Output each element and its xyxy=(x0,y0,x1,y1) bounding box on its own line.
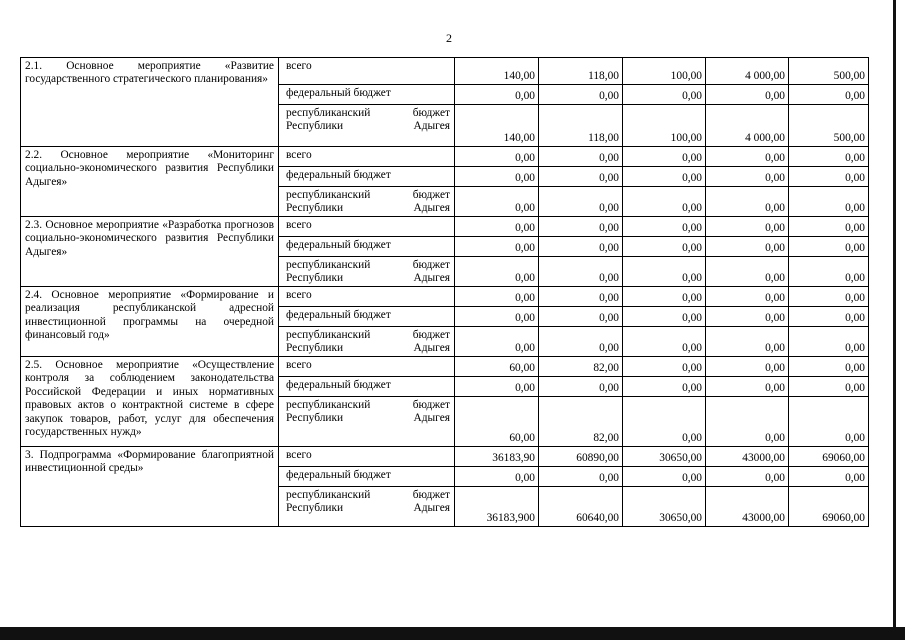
amount-cell: 0,00 xyxy=(455,217,539,237)
amount-cell: 0,00 xyxy=(623,287,706,307)
amount-cell: 69060,00 xyxy=(789,447,869,467)
amount-cell: 0,00 xyxy=(706,327,789,357)
funding-source: федеральный бюджет xyxy=(279,85,455,105)
amount-cell: 140,00 xyxy=(455,105,539,147)
amount-cell: 36183,90 xyxy=(455,447,539,467)
amount-cell: 0,00 xyxy=(789,237,869,257)
amount-cell: 0,00 xyxy=(623,167,706,187)
funding-source: федеральный бюджет xyxy=(279,377,455,397)
amount-cell: 0,00 xyxy=(455,85,539,105)
amount-cell: 0,00 xyxy=(706,237,789,257)
amount-cell: 0,00 xyxy=(539,287,623,307)
table-row xyxy=(21,147,869,167)
funding-table xyxy=(20,57,869,527)
funding-source: всего xyxy=(279,287,455,307)
amount-cell: 0,00 xyxy=(539,257,623,287)
funding-source: республиканский бюджет Республики Адыгея xyxy=(279,487,455,527)
amount-cell: 0,00 xyxy=(539,467,623,487)
amount-cell: 100,00 xyxy=(623,58,706,85)
amount-cell: 0,00 xyxy=(706,217,789,237)
amount-cell: 82,00 xyxy=(539,357,623,377)
amount-cell: 0,00 xyxy=(706,257,789,287)
amount-cell: 0,00 xyxy=(789,167,869,187)
amount-cell: 0,00 xyxy=(623,217,706,237)
amount-cell: 0,00 xyxy=(789,397,869,447)
funding-source: республиканский бюджет Республики Адыгея xyxy=(279,105,455,147)
amount-cell: 0,00 xyxy=(623,187,706,217)
table-row xyxy=(21,447,869,467)
amount-cell: 0,00 xyxy=(706,187,789,217)
amount-cell: 0,00 xyxy=(789,257,869,287)
amount-cell: 0,00 xyxy=(623,397,706,447)
amount-cell: 0,00 xyxy=(539,377,623,397)
amount-cell: 60640,00 xyxy=(539,487,623,527)
amount-cell: 118,00 xyxy=(539,58,623,85)
amount-cell: 0,00 xyxy=(706,357,789,377)
funding-source: федеральный бюджет xyxy=(279,307,455,327)
measure-name: 2.3. Основное мероприятие «Разработка прогнозов социально-экономического развития Республики Адыгея» xyxy=(21,217,279,287)
funding-source: республиканский бюджет Республики Адыгея xyxy=(279,327,455,357)
funding-source: всего xyxy=(279,217,455,237)
funding-source: федеральный бюджет xyxy=(279,467,455,487)
amount-cell: 30650,00 xyxy=(623,447,706,467)
amount-cell: 0,00 xyxy=(623,147,706,167)
amount-cell: 0,00 xyxy=(623,237,706,257)
measure-name: 2.1. Основное мероприятие «Развитие государственного стратегического планирования» xyxy=(21,58,279,147)
table-row xyxy=(21,287,869,307)
amount-cell: 140,00 xyxy=(455,58,539,85)
amount-cell: 0,00 xyxy=(789,307,869,327)
amount-cell: 0,00 xyxy=(455,327,539,357)
amount-cell: 0,00 xyxy=(706,467,789,487)
amount-cell: 0,00 xyxy=(789,85,869,105)
scan-bottom-edge xyxy=(0,627,905,640)
amount-cell: 500,00 xyxy=(789,58,869,85)
amount-cell: 36183,900 xyxy=(455,487,539,527)
amount-cell: 118,00 xyxy=(539,105,623,147)
amount-cell: 0,00 xyxy=(623,85,706,105)
amount-cell: 0,00 xyxy=(789,217,869,237)
amount-cell: 4 000,00 xyxy=(706,58,789,85)
amount-cell: 0,00 xyxy=(789,187,869,217)
amount-cell: 0,00 xyxy=(623,257,706,287)
amount-cell: 69060,00 xyxy=(789,487,869,527)
amount-cell: 0,00 xyxy=(455,377,539,397)
amount-cell: 0,00 xyxy=(706,85,789,105)
measure-name: 3. Подпрограмма «Формирование благоприятной инвестиционной среды» xyxy=(21,447,279,527)
table-row xyxy=(21,58,869,85)
amount-cell: 0,00 xyxy=(539,167,623,187)
amount-cell: 0,00 xyxy=(789,147,869,167)
amount-cell: 0,00 xyxy=(539,187,623,217)
amount-cell: 30650,00 xyxy=(623,487,706,527)
amount-cell: 43000,00 xyxy=(706,487,789,527)
funding-source: республиканский бюджет Республики Адыгея xyxy=(279,187,455,217)
amount-cell: 0,00 xyxy=(706,307,789,327)
amount-cell: 60,00 xyxy=(455,357,539,377)
amount-cell: 60,00 xyxy=(455,397,539,447)
table-row xyxy=(21,217,869,237)
amount-cell: 100,00 xyxy=(623,105,706,147)
funding-source: всего xyxy=(279,147,455,167)
amount-cell: 0,00 xyxy=(539,327,623,357)
amount-cell: 0,00 xyxy=(455,237,539,257)
measure-name: 2.4. Основное мероприятие «Формирование и реализация республиканской адресной инвестиционной программы на очередной финансовый год» xyxy=(21,287,279,357)
amount-cell: 0,00 xyxy=(706,147,789,167)
amount-cell: 0,00 xyxy=(706,287,789,307)
funding-source: федеральный бюджет xyxy=(279,237,455,257)
amount-cell: 0,00 xyxy=(539,237,623,257)
amount-cell: 0,00 xyxy=(539,147,623,167)
funding-source: республиканский бюджет Республики Адыгея xyxy=(279,397,455,447)
amount-cell: 0,00 xyxy=(789,327,869,357)
amount-cell: 0,00 xyxy=(623,357,706,377)
amount-cell: 0,00 xyxy=(706,377,789,397)
amount-cell: 0,00 xyxy=(455,287,539,307)
amount-cell: 0,00 xyxy=(455,467,539,487)
scan-right-edge xyxy=(893,0,896,627)
amount-cell: 500,00 xyxy=(789,105,869,147)
amount-cell: 0,00 xyxy=(623,377,706,397)
amount-cell: 0,00 xyxy=(455,257,539,287)
table-body xyxy=(21,58,869,527)
table-row xyxy=(21,357,869,377)
funding-source: всего xyxy=(279,447,455,467)
amount-cell: 0,00 xyxy=(789,467,869,487)
amount-cell: 0,00 xyxy=(539,307,623,327)
amount-cell: 0,00 xyxy=(706,397,789,447)
amount-cell: 4 000,00 xyxy=(706,105,789,147)
page-number: 2 xyxy=(446,31,452,45)
amount-cell: 0,00 xyxy=(455,187,539,217)
amount-cell: 0,00 xyxy=(623,467,706,487)
amount-cell: 0,00 xyxy=(623,327,706,357)
funding-source: всего xyxy=(279,58,455,85)
amount-cell: 0,00 xyxy=(623,307,706,327)
amount-cell: 0,00 xyxy=(455,307,539,327)
amount-cell: 82,00 xyxy=(539,397,623,447)
amount-cell: 0,00 xyxy=(789,377,869,397)
amount-cell: 0,00 xyxy=(455,167,539,187)
amount-cell: 0,00 xyxy=(455,147,539,167)
measure-name: 2.5. Основное мероприятие «Осуществление контроля за соблюдением законодательства Российской Федерации и иных нормативных правовых актов о контрактной системе в сфере закупок товаров, работ, услуг для обеспечения государственных нужд» xyxy=(21,357,279,447)
amount-cell: 0,00 xyxy=(789,287,869,307)
amount-cell: 0,00 xyxy=(539,85,623,105)
funding-source: всего xyxy=(279,357,455,377)
funding-source: федеральный бюджет xyxy=(279,167,455,187)
funding-source: республиканский бюджет Республики Адыгея xyxy=(279,257,455,287)
amount-cell: 60890,00 xyxy=(539,447,623,467)
amount-cell: 0,00 xyxy=(706,167,789,187)
measure-name: 2.2. Основное мероприятие «Мониторинг социально-экономического развития Республики Адыгея» xyxy=(21,147,279,217)
amount-cell: 0,00 xyxy=(539,217,623,237)
amount-cell: 43000,00 xyxy=(706,447,789,467)
amount-cell: 0,00 xyxy=(789,357,869,377)
